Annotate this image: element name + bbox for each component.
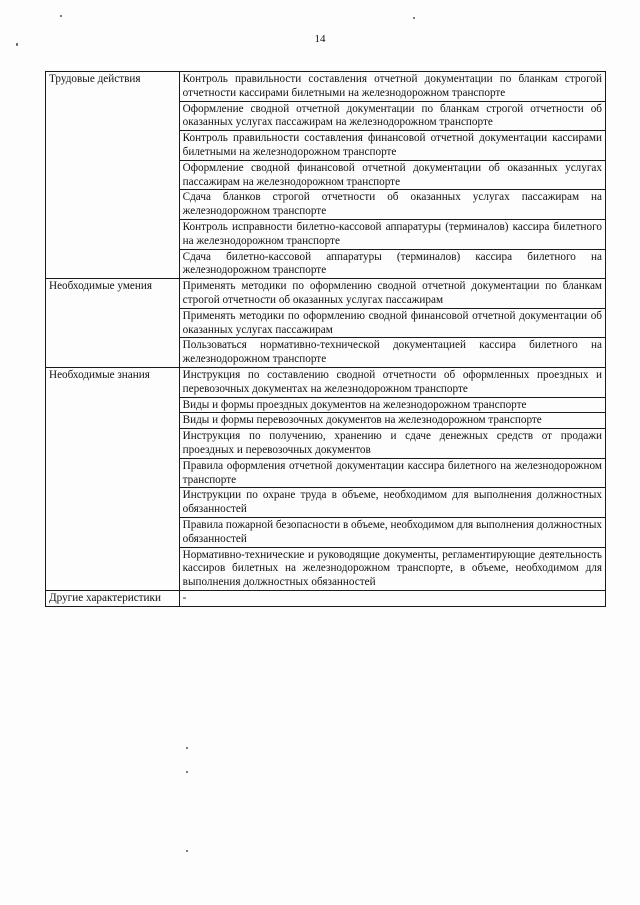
section-item: Оформление сводной отчетной документации по бланкам строгой отчетности об оказанных услугах пассажирам на железнодорожном транспорте [179,101,605,131]
scan-speck [60,15,62,17]
section-label: Трудовые действия [46,72,180,279]
section-item: Виды и формы проездных документов на железнодорожном транспорте [179,397,605,413]
section-label: Необходимые умения [46,279,180,368]
section-item: Виды и формы перевозочных документов на железнодорожном транспорте [179,413,605,429]
section-item: Правила оформления отчетной документации кассира билетного на железнодорожном транспорте [179,458,605,488]
section-label: Необходимые знания [46,367,180,590]
section-item: Контроль исправности билетно-кассовой аппаратуры (терминалов) кассира билетного на железнодорожном транспорте [179,219,605,249]
section-item: Контроль правильности составления финансовой отчетной документации кассирами билетными на железнодорожном транспорте [179,131,605,161]
section-item: Правила пожарной безопасности в объеме, необходимом для выполнения должностных обязанностей [179,517,605,547]
section-item: Контроль правильности составления отчетной документации по бланкам строгой отчетности кассирами билетными на железнодорожном транспорте [179,72,605,102]
page-number: 14 [314,33,326,45]
scan-speck [186,771,188,773]
labor-functions-table [45,71,606,607]
section-item: Оформление сводной финансовой отчетной документации об оказанных услугах пассажирам на железнодорожном транспорте [179,160,605,190]
section-item: Сдача бланков строгой отчетности об оказанных услугах пассажирам на железнодорожном транспорте [179,190,605,220]
section-item: Нормативно-технические и руководящие документы, регламентирующие деятельность кассиров билетных на железнодорожном транспорте, в объеме, необходимом для выполнения должностных обязанностей [179,547,605,590]
section-item: Сдача билетно-кассовой аппаратуры (терминалов) кассира билетного на железнодорожном транспорте [179,249,605,279]
table-row [46,590,606,606]
section-item: Инструкция по получению, хранению и сдаче денежных средств от продажи проездных и перевозочных документов [179,429,605,459]
section-item: Инструкция по составлению сводной отчетности об оформленных проездных и перевозочных документах на железнодорожном транспорте [179,367,605,397]
section-label: Другие характеристики [46,590,180,606]
scan-speck [186,850,188,852]
scan-speck [186,747,188,749]
section-item: Инструкции по охране труда в объеме, необходимом для выполнения должностных обязанностей [179,488,605,518]
scan-speck [413,17,415,19]
table-row [46,279,606,309]
table-row [46,367,606,397]
section-item: Применять методики по оформлению сводной отчетной документации по бланкам строгой отчетности об оказанных услугах пассажирам [179,279,605,309]
section-item: Пользоваться нормативно-технической документацией кассира билетного на железнодорожном транспорте [179,338,605,368]
section-item: - [179,590,605,606]
scan-speck [16,43,18,46]
section-item: Применять методики по оформлению сводной финансовой отчетной документации об оказанных услугах пассажирам [179,308,605,338]
table-row [46,72,606,102]
